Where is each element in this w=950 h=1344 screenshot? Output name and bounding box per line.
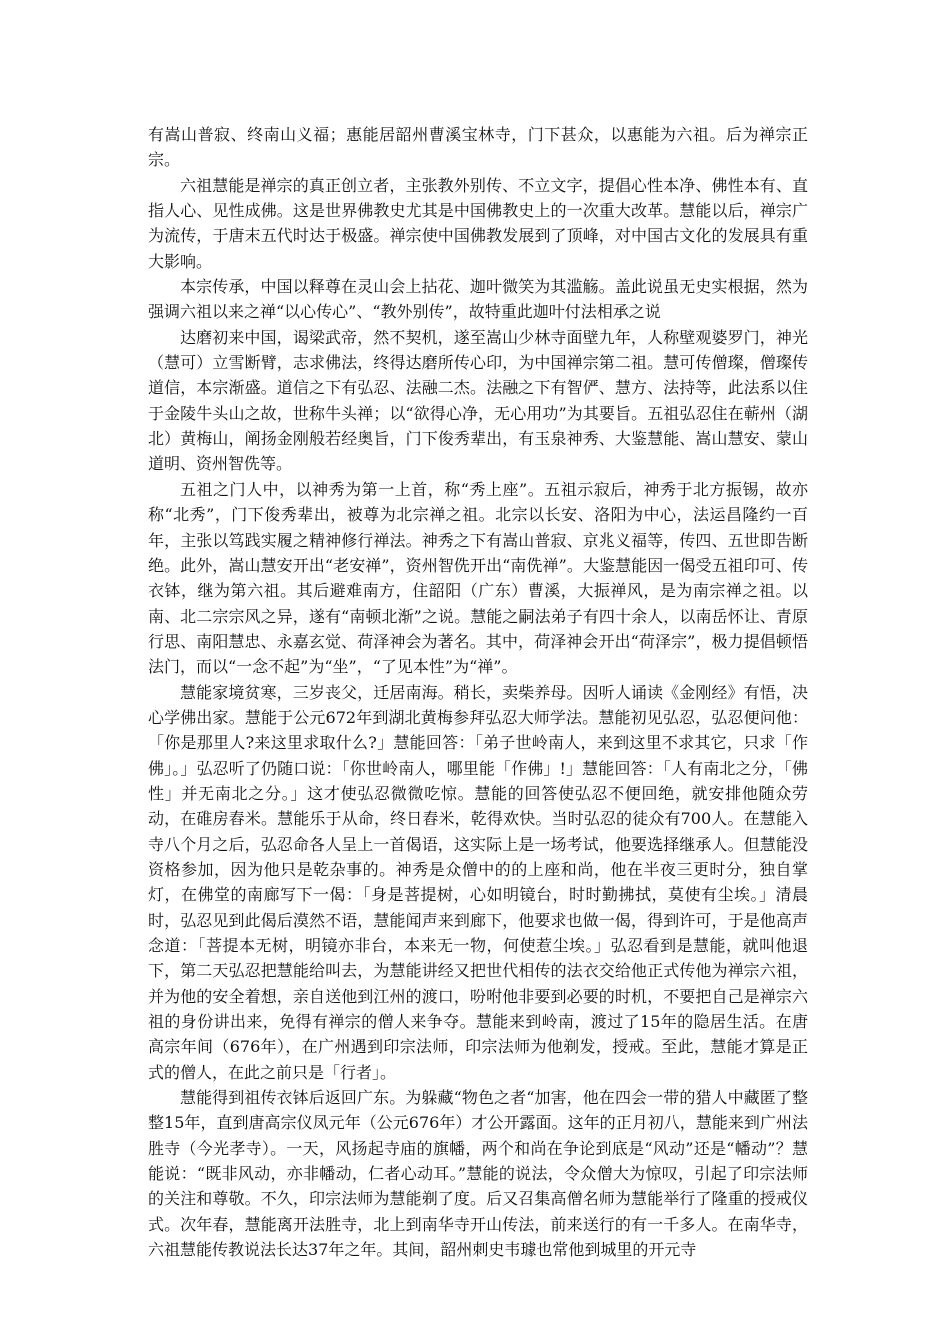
paragraph-2: 六祖慧能是禅宗的真正创立者，主张教外别传、不立文字，提倡心性本净、佛性本有、直指人心、见性成佛。这是世界佛教史尤其是中国佛教史上的一次重大改革。慧能以后，禅宗广为流传，于唐末五代时达于极盛。禅宗使中国佛教发展到了顶峰，对中国古文化的发展具有重大影响。 (148, 175, 808, 271)
paragraph-4: 达磨初来中国，谒梁武帝，然不契机，遂至嵩山少林寺面壁九年，人称壁观婆罗门，神光（慧可）立雪断臂，志求佛法，终得达磨所传心印，为中国禅宗第二祖。慧可传僧璨，僧璨传道信，本宗渐盛。道信之下有弘忍、法融二杰。法融之下有智俨、慧方、法持等，此法系以住于金陵牛头山之故，世称牛头禅；以“欲得心净，无心用功”为其要旨。五祖弘忍住在蕲州（湖北）黄梅山，阐扬金刚般若经奥旨，门下俊秀辈出，有玉泉神秀、大鉴慧能、嵩山慧安、蒙山道明、资州智侁等。 (148, 327, 808, 474)
paragraph-1: 有嵩山普寂、终南山义福；惠能居韶州曹溪宝林寺，门下甚众，以惠能为六祖。后为禅宗正宗。 (148, 125, 808, 170)
paragraph-7: 慧能得到祖传衣钵后返回广东。为躲藏“物色之者“加害，他在四会一带的猎人中藏匿了整整15年，直到唐高宗仪凤元年（公元676年）才公开露面。这年的正月初八，慧能来到广州法胜寺（今光孝寺）。一天，风扬起寺庙的旗幡，两个和尚在争论到底是“风动”还是“幡动”？慧能说：“既非风动，亦非幡动，仁者心动耳。”慧能的说法，令众僧大为惊叹，引起了印宗法师的关注和尊敬。不久，印宗法师为慧能剃了度。后又召集高僧名师为慧能举行了隆重的授戒仪式。次年春，慧能离开法胜寺，北上到南华寺开山传法，前来送行的有一千多人。在南华寺，六祖慧能传教说法长达37年之年。其间，韶州刺史韦璩也常他到城里的开元寺 (148, 1088, 808, 1260)
paragraph-5: 五祖之门人中，以神秀为第一上首，称“秀上座”。五祖示寂后，神秀于北方振锡，故亦称“北秀”，门下俊秀辈出，被尊为北宗禅之祖。北宗以长安、洛阳为中心，法运昌隆约一百年，主张以笃践实履之精神修行禅法。神秀之下有嵩山普寂、京兆义福等，传四、五世即告断绝。此外，嵩山慧安开出“老安禅”，资州智侁开出“南侁禅”。大鉴慧能因一偈受五祖印可、传衣钵，继为第六祖。其后避难南方，住韶阳（广东）曹溪，大振禅风，是为南宗禅之祖。以南、北二宗宗风之异，遂有“南顿北渐”之说。慧能之嗣法弟子有四十余人，以南岳怀让、青原行思、南阳慧忠、永嘉玄觉、荷泽神会为著名。其中，荷泽神会开出“荷泽宗”，极力提倡顿悟法门，而以“一念不起”为“坐”，“了见本性”为“禅”。 (148, 479, 808, 677)
paragraph-6: 慧能家境贫寒，三岁丧父，迁居南海。稍长，卖柴养母。因听人诵读《金刚经》有悟，决心学佛出家。慧能于公元672年到湖北黄梅参拜弘忍大师学法。慧能初见弘忍，弘忍便问他：「你是那里人?来这里求取什么?」慧能回答：「弟子世岭南人，来到这里不求其它，只求「作佛」。」弘忍听了仍随口说：「你世岭南人，哪里能「作佛」!」慧能回答：「人有南北之分，「佛性」并无南北之分。」这才使弘忍微微吃惊。慧能的回答使弘忍不便回绝，就安排他随众劳动，在碓房舂米。慧能乐于从命，终日舂米，乾得欢快。当时弘忍的徒众有700人。在慧能入寺八个月之后，弘忍命各人呈上一首偈语，这实际上是一场考试，他要选择继承人。但慧能没资格参加，因为他只是乾杂事的。神秀是众僧中的的上座和尚，他在半夜三更时分，独自掌灯，在佛堂的南廊写下一偈：「身是菩提树，心如明镜台，时时勤拂拭，莫使有尘埃。」清晨时，弘忍见到此偈后漠然不语，慧能闻声来到廊下，他要求也做一偈，得到许可，于是他高声念道：「菩提本无树，明镜亦非台，本来无一物，何使惹尘埃。」弘忍看到是慧能，就叫他退下，第二天弘忍把慧能给叫去，为慧能讲经又把世代相传的法衣交给他正式传他为禅宗六祖，并为他的安全着想，亲自送他到江州的渡口，吩咐他非要到必要的时机，不要把自己是禅宗六祖的身份讲出来，免得有禅宗的僧人来争夺。慧能来到岭南，渡过了15年的隐居生活。在唐高宗年间（676年），在广州遇到印宗法师，印宗法师为他剃发，授戒。至此，慧能才算是正式的僧人，在此之前只是「行者」。 (148, 682, 808, 1082)
paragraph-3: 本宗传承，中国以释尊在灵山会上拈花、迦叶微笑为其滥觞。盖此说虽无史实根据，然为强调六祖以来之禅“以心传心”、“教外别传”，故特重此迦叶付法相承之说 (148, 277, 808, 322)
document-body (148, 122, 808, 1262)
